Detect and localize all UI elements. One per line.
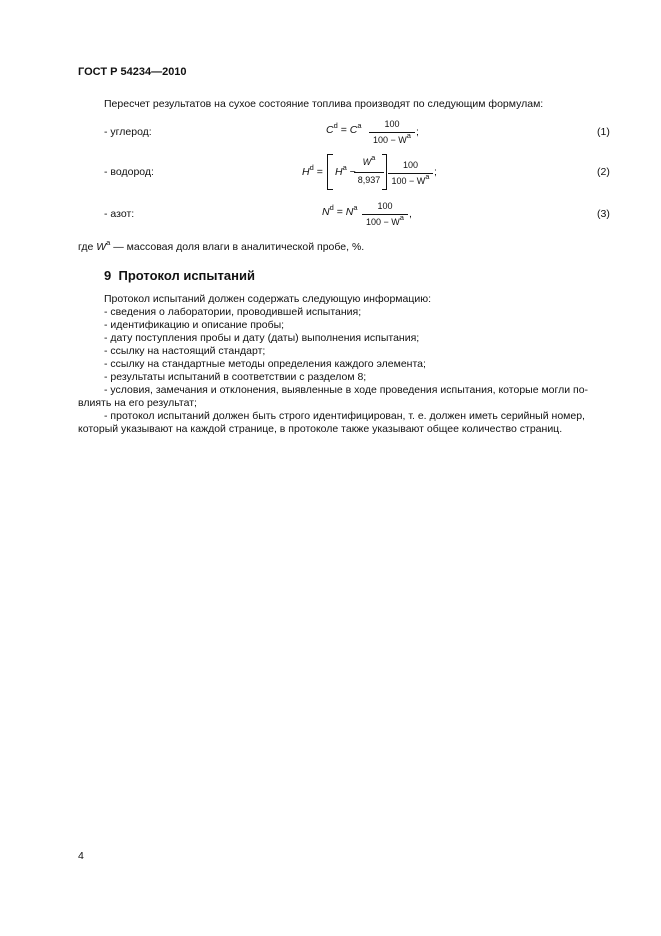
list-item: - дату поступления пробы и дату (даты) выполнения испытания;	[104, 332, 420, 344]
list-item: - условия, замечания и отклонения, выявленные в ходе проведения испытания, которые могли по-	[104, 384, 589, 396]
document-header: ГОСТ Р 54234—2010	[78, 66, 187, 78]
fraction-numerator: 100	[377, 201, 393, 211]
fraction-denominator: $100 - W^a$	[391, 172, 430, 186]
list-item-continuation: который указывают на каждой странице, в протоколе также указывают общее количество страниц.	[78, 423, 563, 435]
intro-paragraph: Пересчет результатов на сухое состояние топлива производят по следующим формулам:	[104, 98, 544, 110]
section-heading: 9 Протокол испытаний	[104, 268, 255, 283]
formula-number: (1)	[597, 126, 610, 138]
fraction-numerator: 100	[402, 160, 419, 170]
fraction-denominator: $100 - W^a$	[373, 131, 411, 145]
inner-term: $H^a$ −	[335, 163, 356, 178]
page-number: 4	[78, 850, 84, 862]
inner-denominator: 8,937	[357, 175, 381, 185]
fraction-numerator: 100	[384, 119, 400, 129]
formula-number: (2)	[597, 166, 610, 178]
formula-tail: ;	[434, 166, 437, 178]
list-item-continuation: влиять на его результат;	[78, 397, 197, 409]
inner-fraction-bar	[354, 172, 384, 173]
left-bracket	[327, 154, 333, 190]
formula-tail: ,	[409, 208, 412, 220]
right-bracket	[382, 154, 387, 190]
inner-numerator: $W^a$	[362, 153, 376, 167]
where-clause: где $W^a$ — массовая доля влаги в аналитической пробе, %.	[78, 238, 365, 253]
formula-lhs: $C^d = C^a$	[326, 121, 362, 136]
formula-lhs: $N^d = N^a$	[322, 203, 358, 218]
list-item: - сведения о лаборатории, проводившей испытания;	[104, 306, 362, 318]
protocol-intro: Протокол испытаний должен содержать следующую информацию:	[104, 293, 432, 305]
fraction-denominator: $100 - W^a$	[366, 213, 404, 227]
list-item: - ссылку на настоящий стандарт;	[104, 345, 266, 357]
formula-label: - водород:	[104, 166, 154, 178]
formula-label: - углерод:	[104, 126, 152, 138]
list-item: - идентификацию и описание пробы;	[104, 319, 285, 331]
list-item: - ссылку на стандартные методы определения каждого элемента;	[104, 358, 426, 370]
list-item: - протокол испытаний должен быть строго идентифицирован, т. е. должен иметь серийный номер,	[104, 410, 585, 422]
formula-tail: ;	[416, 126, 419, 138]
list-item: - результаты испытаний в соответствии с разделом 8;	[104, 371, 367, 383]
formula-number: (3)	[597, 208, 610, 220]
formula-lhs: $H^d$ =	[302, 163, 323, 178]
formula-label: - азот:	[104, 208, 135, 220]
